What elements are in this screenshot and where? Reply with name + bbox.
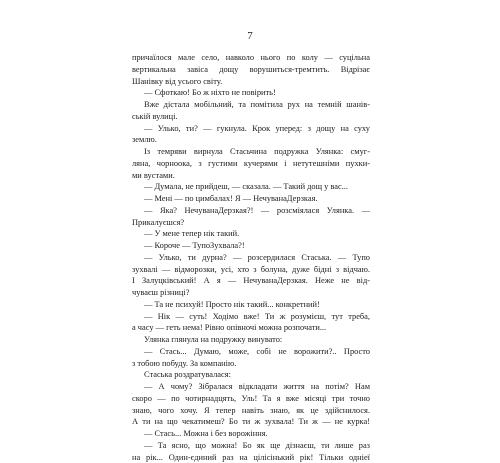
text-line: Шанівку від усього світу.	[132, 76, 370, 88]
text-line: а часу — геть нема! Рівно опівночі можна розпочати...	[132, 322, 370, 334]
text-line: чуваєш різниці?	[132, 287, 370, 299]
text-line: — Думала, не прийдеш, — сказала. — Такий дощ у вас...	[132, 181, 370, 193]
text-line: А ти на що чекатимеш? Бо ти ж зухвала! Ти ж — не курка!	[132, 416, 370, 428]
text-line: Улянка глянула на подружку винувато:	[132, 334, 370, 346]
text-line: — Та не психуй! Просто нік такий... конкретний!	[132, 299, 370, 311]
text-line: з тобою побуду. За компанію.	[132, 358, 370, 370]
text-line: — У мене тепер нік такий.	[132, 228, 370, 240]
text-line: знаю, чого хочу. Я тепер навіть знаю, як це здійснилося.	[132, 405, 370, 417]
text-line: Вже дістала мобільний, та помітила рух на темній шанів-	[132, 99, 370, 111]
text-line: Стаська роздратувалася:	[132, 369, 370, 381]
page-number: 7	[0, 30, 500, 42]
text-line: ляна, чорноока, з густими кучерями і нетутешніми пухки-	[132, 158, 370, 170]
text-line: І Залуцківський! А я — НечуванаДерзкая. Неже не від-	[132, 275, 370, 287]
text-line: — Яка? НечуванаДерзкая?! — розсміялася Улянка. —	[132, 205, 370, 217]
text-line: ській вулиці.	[132, 111, 370, 123]
text-line: — Стась... Можна і без ворожіння.	[132, 428, 370, 440]
text-line: землю.	[132, 134, 370, 146]
text-line: — Та ясно, що можна! Бо як ще дізнаєш, ти лише раз	[132, 440, 370, 452]
text-line: Прикалуєшся?	[132, 217, 370, 229]
text-line: скоро — по чотирнадцять, Уль! Та я вже місяці три точно	[132, 393, 370, 405]
text-line: — Короче — ТупоЗухвала?!	[132, 240, 370, 252]
text-line: Із темряви вирнула Стасьчина подружка Улянка: смуг-	[132, 146, 370, 158]
text-line: — Стась... Думаю, може, собі не ворожити?.. Просто	[132, 346, 370, 358]
text-line: — Улько, ти дурна? — розсердилася Стаська. — Тупо	[132, 252, 370, 264]
text-line: вертикальна завіса дощу ворушиться-тремтить. Відрізає	[132, 64, 370, 76]
text-line: на рік... Один-єдиний раз на цілісінький рік! Тільки одніеї	[132, 452, 370, 463]
body-text	[132, 52, 370, 463]
text-line: — А чому? Зібралася відкладати життя на потім? Нам	[132, 381, 370, 393]
text-line: — Мені — по цимбалах! Я — НечуванаДерзкая.	[132, 193, 370, 205]
text-line: — Сфоткаю! Бо ж ніхто не повірить!	[132, 87, 370, 99]
text-line: — Улько, ти? — гукнула. Крок уперед: з дощу на суху	[132, 123, 370, 135]
text-line: зухвалі — відморозки, усі, хто з болуна, дуже бідні з відчаю.	[132, 264, 370, 276]
text-line: причаїлося мале село, навколо нього по колу — суцільна	[132, 52, 370, 64]
text-line: — Нік — суть! Ходімо вже! Ти ж розумієш, тут треба,	[132, 311, 370, 323]
text-line: ми вустами.	[132, 170, 370, 182]
